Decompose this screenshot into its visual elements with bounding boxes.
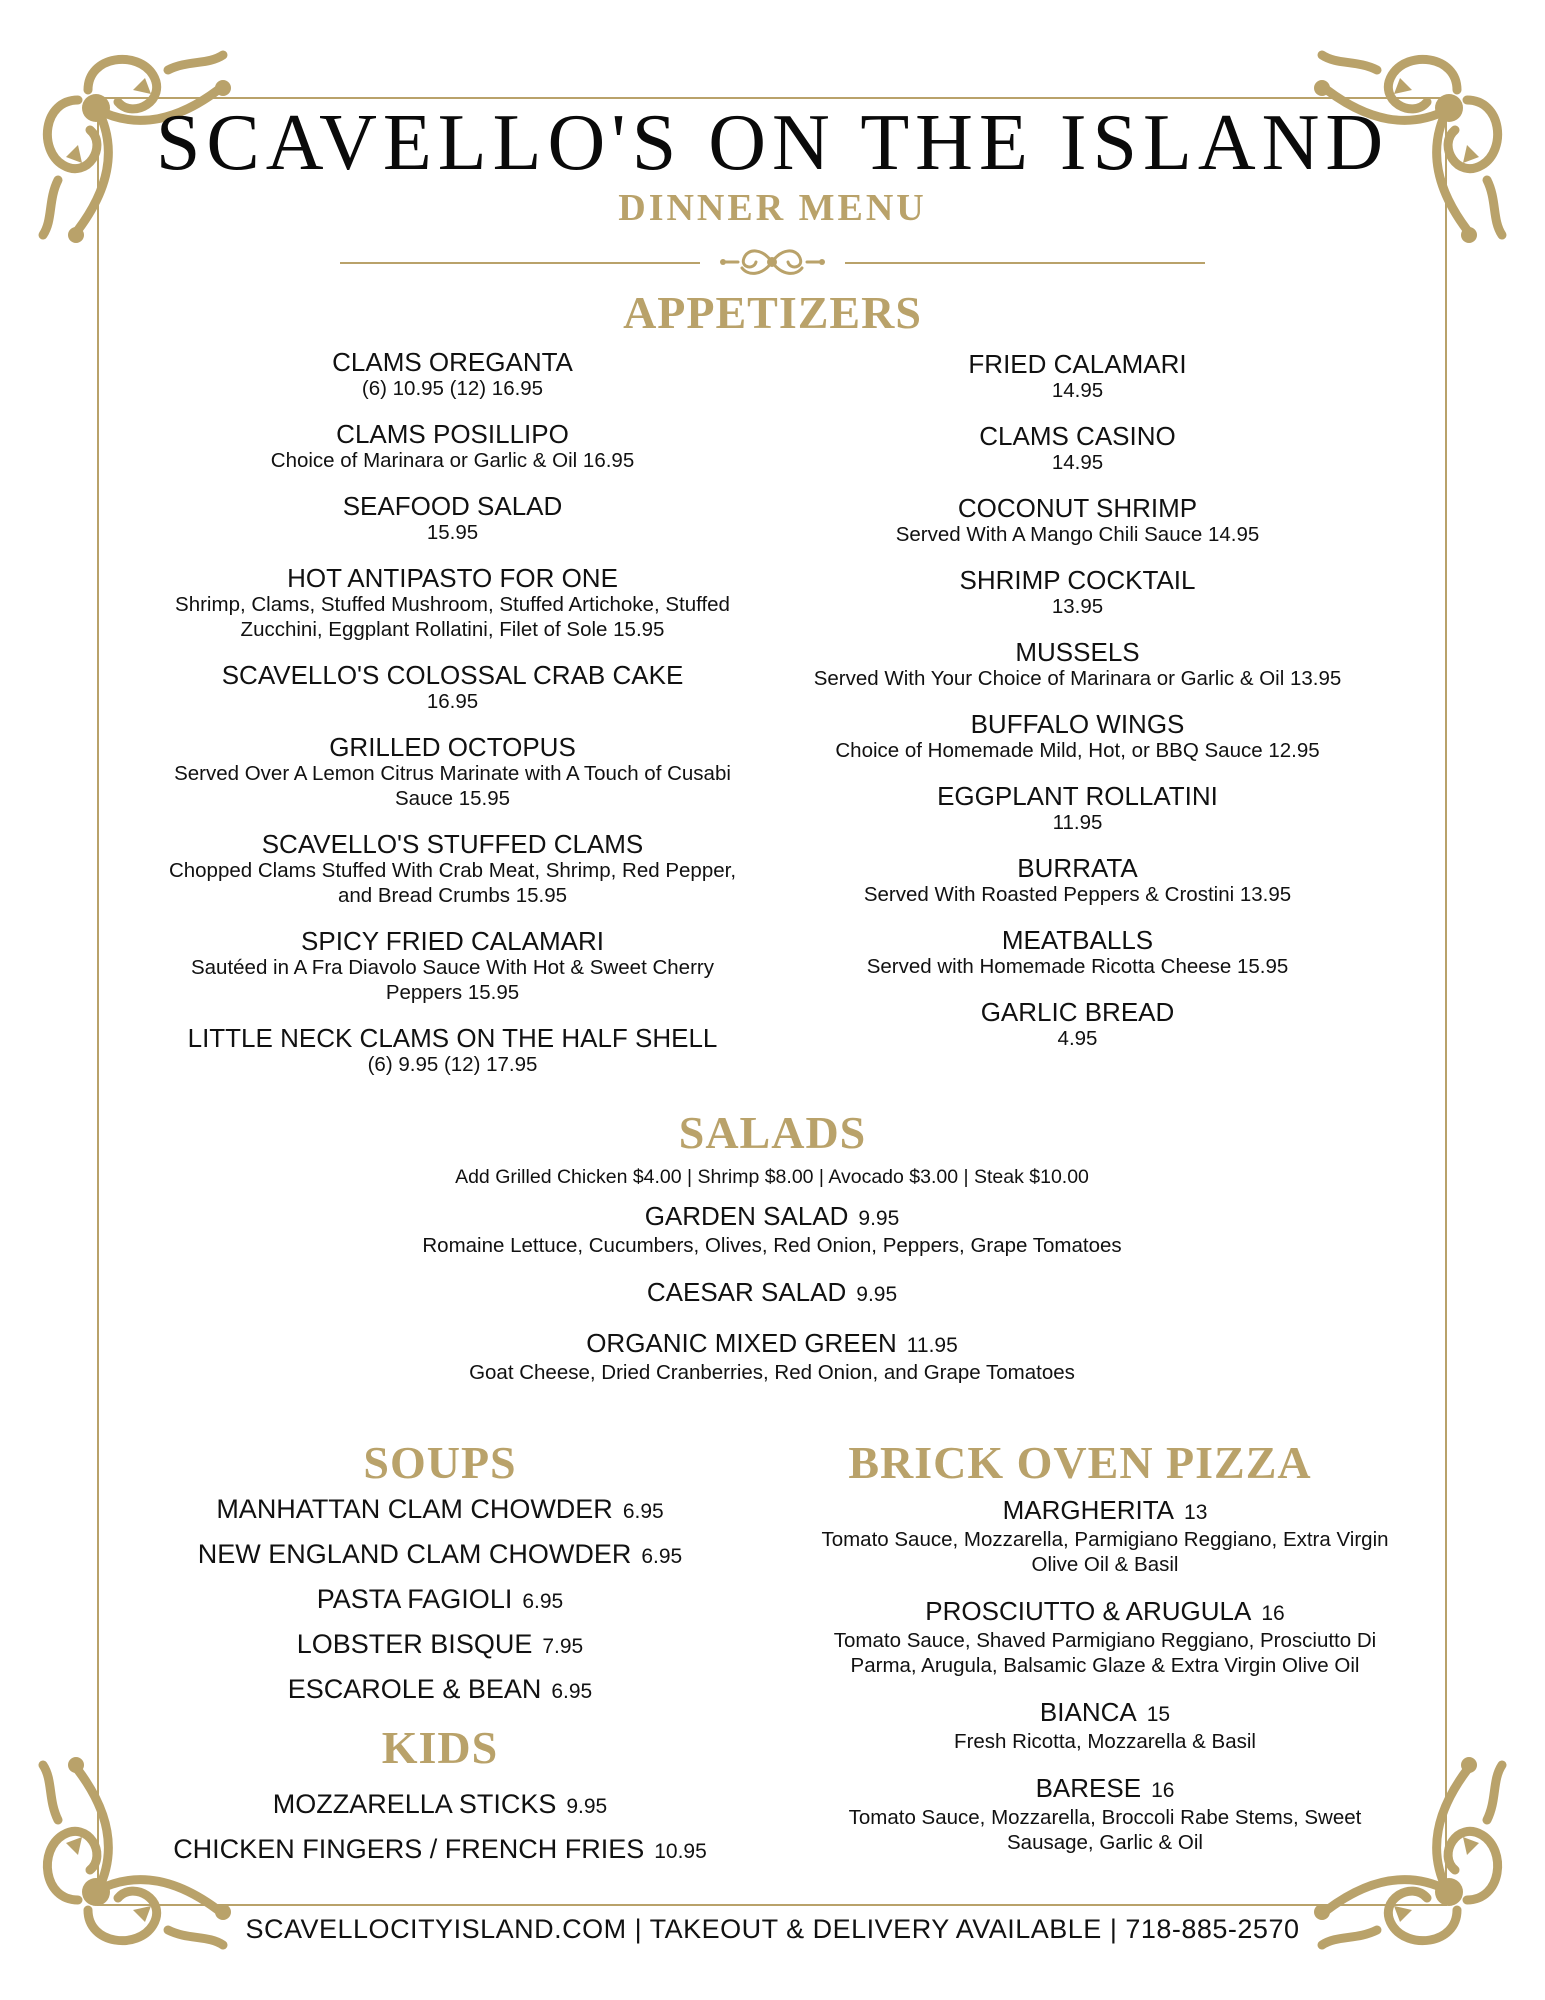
menu-item bbox=[165, 733, 740, 811]
item-price: 11.95 bbox=[906, 1334, 958, 1357]
item-name: MOZZARELLA STICKS bbox=[272, 1789, 557, 1819]
menu-item bbox=[820, 1597, 1390, 1678]
menu-item bbox=[372, 1202, 1172, 1258]
menu-item bbox=[372, 1329, 1172, 1385]
header-divider bbox=[340, 244, 1205, 280]
item-name-row bbox=[150, 1674, 730, 1707]
item-description: Served With A Mango Chili Sauce 14.95 bbox=[895, 523, 1260, 546]
item-name-row bbox=[820, 1496, 1390, 1527]
item-name-row bbox=[372, 1329, 1172, 1360]
item-description: Choice of Homemade Mild, Hot, or BBQ Sauce 12.95 bbox=[835, 739, 1320, 762]
item-description: 14.95 bbox=[1051, 379, 1104, 402]
item-description: 13.95 bbox=[1051, 595, 1104, 618]
item-name-row bbox=[372, 1278, 1172, 1309]
menu-item bbox=[150, 1674, 730, 1707]
item-name: NEW ENGLAND CLAM CHOWDER bbox=[197, 1539, 632, 1569]
item-price: 6.95 bbox=[551, 1680, 593, 1703]
appetizers-left-column bbox=[165, 348, 740, 1096]
footer-contact: SCAVELLOCITYISLAND.COM | TAKEOUT & DELIVERY AVAILABLE | 718-885-2570 bbox=[245, 1914, 1300, 1944]
menu-item bbox=[820, 1496, 1390, 1577]
menu-item bbox=[820, 1698, 1390, 1754]
item-description: Served with Homemade Ricotta Cheese 15.95 bbox=[866, 955, 1289, 978]
appetizers-heading: APPETIZERS bbox=[623, 287, 922, 338]
menu-item bbox=[150, 1539, 730, 1572]
item-name: ORGANIC MIXED GREEN bbox=[586, 1328, 897, 1358]
item-name: BUFFALO WINGS bbox=[970, 709, 1185, 739]
item-name: MUSSELS bbox=[1015, 637, 1140, 667]
item-description: Choice of Marinara or Garlic & Oil 16.95 bbox=[270, 449, 635, 472]
item-name: MEATBALLS bbox=[1001, 925, 1154, 955]
item-name: GARDEN SALAD bbox=[644, 1201, 849, 1231]
item-price: 16 bbox=[1151, 1779, 1175, 1802]
menu-item bbox=[785, 422, 1370, 475]
pizza-list bbox=[820, 1496, 1390, 1875]
item-price: 10.95 bbox=[654, 1840, 707, 1863]
item-description: 15.95 bbox=[426, 521, 479, 544]
salads-column bbox=[372, 1164, 1172, 1405]
item-description: Goat Cheese, Dried Cranberries, Red Onion, and Grape Tomatoes bbox=[469, 1361, 1075, 1384]
item-name: HOT ANTIPASTO FOR ONE bbox=[287, 563, 618, 593]
item-description: Romaine Lettuce, Cucumbers, Olives, Red Onion, Peppers, Grape Tomatoes bbox=[422, 1234, 1122, 1257]
menu-item bbox=[785, 854, 1370, 907]
item-description: Chopped Clams Stuffed With Crab Meat, Shrimp, Red Pepper, and Bread Crumbs 15.95 bbox=[168, 859, 737, 907]
menu-item bbox=[165, 1024, 740, 1077]
item-name-row bbox=[372, 1202, 1172, 1233]
menu-item bbox=[165, 492, 740, 545]
item-name-row bbox=[130, 1834, 750, 1867]
item-name: ESCAROLE & BEAN bbox=[287, 1674, 542, 1704]
item-name-row bbox=[150, 1629, 730, 1662]
item-name: COCONUT SHRIMP bbox=[957, 493, 1198, 523]
pizza-heading: BRICK OVEN PIZZA bbox=[848, 1437, 1312, 1488]
menu-item bbox=[785, 710, 1370, 763]
item-name: PROSCIUTTO & ARUGULA bbox=[925, 1596, 1252, 1626]
item-name: LOBSTER BISQUE bbox=[296, 1629, 533, 1659]
menu-item bbox=[785, 566, 1370, 619]
menu-item bbox=[130, 1834, 750, 1867]
item-name-row bbox=[150, 1539, 730, 1572]
item-price: 6.95 bbox=[622, 1500, 664, 1523]
item-description: Tomato Sauce, Mozzarella, Parmigiano Reggiano, Extra Virgin Olive Oil & Basil bbox=[821, 1528, 1389, 1576]
item-price: 13 bbox=[1184, 1501, 1208, 1524]
item-name: CAESAR SALAD bbox=[646, 1277, 847, 1307]
divider-line-left bbox=[340, 262, 700, 264]
menu-item bbox=[372, 1278, 1172, 1309]
menu-item bbox=[150, 1584, 730, 1617]
menu-item bbox=[150, 1629, 730, 1662]
item-name-row bbox=[820, 1698, 1390, 1729]
item-description: Served With Roasted Peppers & Crostini 13.95 bbox=[863, 883, 1292, 906]
item-name: CLAMS CASINO bbox=[979, 421, 1176, 451]
menu-item bbox=[165, 564, 740, 642]
item-description: Served With Your Choice of Marinara or Garlic & Oil 13.95 bbox=[813, 667, 1342, 690]
soups-list bbox=[150, 1494, 730, 1719]
item-price: 15 bbox=[1146, 1703, 1171, 1726]
kids-list bbox=[130, 1789, 750, 1879]
item-name: EGGPLANT ROLLATINI bbox=[937, 781, 1218, 811]
item-name-row bbox=[820, 1597, 1390, 1628]
item-name: SHRIMP COCKTAIL bbox=[959, 565, 1196, 595]
item-name: MANHATTAN CLAM CHOWDER bbox=[216, 1494, 613, 1524]
item-name: MARGHERITA bbox=[1002, 1495, 1175, 1525]
menu-item bbox=[785, 782, 1370, 835]
salads-list bbox=[372, 1202, 1172, 1385]
item-price: 7.95 bbox=[542, 1635, 584, 1658]
menu-item bbox=[820, 1774, 1390, 1855]
item-name: CHICKEN FINGERS / FRENCH FRIES bbox=[173, 1834, 645, 1864]
menu-item bbox=[165, 420, 740, 473]
item-description: 4.95 bbox=[1057, 1027, 1098, 1050]
item-description: Fresh Ricotta, Mozzarella & Basil bbox=[954, 1730, 1256, 1753]
item-name: BIANCA bbox=[1039, 1697, 1137, 1727]
item-name: PASTA FAGIOLI bbox=[316, 1584, 513, 1614]
menu-item bbox=[130, 1789, 750, 1822]
item-description: Served Over A Lemon Citrus Marinate with A Touch of Cusabi Sauce 15.95 bbox=[174, 762, 731, 810]
menu-item bbox=[785, 350, 1370, 403]
item-name-row bbox=[150, 1584, 730, 1617]
flourish-divider-icon bbox=[720, 244, 825, 280]
item-name: BARESE bbox=[1035, 1773, 1142, 1803]
divider-line-right bbox=[845, 262, 1205, 264]
soups-heading: SOUPS bbox=[363, 1437, 517, 1488]
item-description: Sautéed in A Fra Diavolo Sauce With Hot & Sweet Cherry Peppers 15.95 bbox=[190, 956, 714, 1004]
item-description: (6) 10.95 (12) 16.95 bbox=[361, 377, 544, 400]
item-price: 6.95 bbox=[641, 1545, 683, 1568]
item-name: SCAVELLO'S STUFFED CLAMS bbox=[261, 829, 644, 859]
item-name: FRIED CALAMARI bbox=[968, 349, 1187, 379]
item-name: GARLIC BREAD bbox=[980, 997, 1175, 1027]
item-name: BURRATA bbox=[1017, 853, 1138, 883]
menu-item bbox=[785, 998, 1370, 1051]
item-name: SCAVELLO'S COLOSSAL CRAB CAKE bbox=[221, 660, 684, 690]
item-description: 16.95 bbox=[426, 690, 479, 713]
item-price: 9.95 bbox=[858, 1207, 900, 1230]
item-name: SPICY FRIED CALAMARI bbox=[301, 926, 604, 956]
salads-heading: SALADS bbox=[678, 1107, 867, 1158]
item-price: 16 bbox=[1261, 1602, 1285, 1625]
salad-addons: Add Grilled Chicken $4.00 | Shrimp $8.00 | Avocado $3.00 | Steak $10.00 bbox=[455, 1166, 1089, 1188]
item-description: 14.95 bbox=[1051, 451, 1104, 474]
item-name: CLAMS POSILLIPO bbox=[336, 419, 569, 449]
appetizers-right-column bbox=[785, 350, 1370, 1070]
item-name: GRILLED OCTOPUS bbox=[329, 732, 576, 762]
item-name-row bbox=[820, 1774, 1390, 1805]
menu-item bbox=[785, 638, 1370, 691]
item-price: 6.95 bbox=[522, 1590, 564, 1613]
item-description: Tomato Sauce, Mozzarella, Broccoli Rabe Stems, Sweet Sausage, Garlic & Oil bbox=[848, 1806, 1362, 1854]
item-description: Tomato Sauce, Shaved Parmigiano Reggiano, Prosciutto Di Parma, Arugula, Balsamic Glaze & Extra Virgin Olive Oil bbox=[833, 1629, 1377, 1677]
menu-title: DINNER MENU bbox=[618, 187, 927, 229]
menu-item bbox=[785, 926, 1370, 979]
menu-item bbox=[785, 494, 1370, 547]
menu-item bbox=[165, 661, 740, 714]
kids-heading: KIDS bbox=[381, 1722, 499, 1773]
item-name-row bbox=[150, 1494, 730, 1527]
item-name-row bbox=[130, 1789, 750, 1822]
item-description: (6) 9.95 (12) 17.95 bbox=[367, 1053, 538, 1076]
menu-item bbox=[150, 1494, 730, 1527]
item-name: CLAMS OREGANTA bbox=[332, 347, 573, 377]
item-name: LITTLE NECK CLAMS ON THE HALF SHELL bbox=[187, 1023, 718, 1053]
menu-item bbox=[165, 927, 740, 1005]
item-name: SEAFOOD SALAD bbox=[342, 491, 563, 521]
menu-item bbox=[165, 348, 740, 401]
menu-item bbox=[165, 830, 740, 908]
item-price: 9.95 bbox=[566, 1795, 608, 1818]
item-description: 11.95 bbox=[1052, 811, 1103, 834]
item-price: 9.95 bbox=[856, 1283, 898, 1306]
item-description: Shrimp, Clams, Stuffed Mushroom, Stuffed Artichoke, Stuffed Zucchini, Eggplant Rollatini, Filet of Sole 15.95 bbox=[175, 593, 730, 641]
restaurant-name: SCAVELLO'S ON THE ISLAND bbox=[155, 99, 1390, 187]
